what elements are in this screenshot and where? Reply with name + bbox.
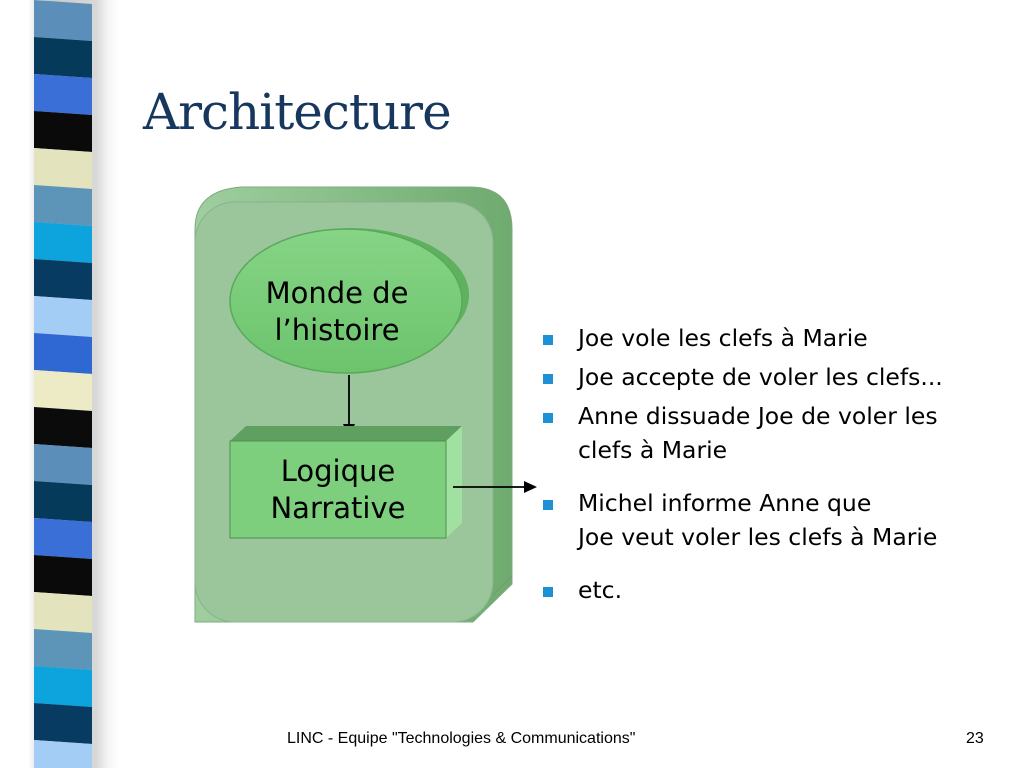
monde-label-line1: Monde de (265, 276, 409, 310)
bullet-item (540, 399, 1024, 467)
slide-footer (0, 730, 1024, 754)
bullet-text: Joe vole les clefs à Marie (578, 324, 868, 352)
bullet-item (540, 486, 1024, 554)
bullet-text-continued: clefs à Marie (578, 436, 728, 464)
page-number: 23 (966, 730, 984, 747)
bullet-text: Anne dissuade Joe de voler les (578, 402, 938, 430)
bullet-item (540, 360, 1024, 394)
bullet-text: etc. (578, 576, 623, 604)
footer-text: LINC - Equipe "Technologies & Communications" (287, 730, 636, 747)
logique-label-line2: Narrative (270, 491, 406, 525)
bullet-text: Michel informe Anne que (578, 489, 872, 517)
monde-label (232, 275, 442, 349)
slide-title: Architecture (143, 83, 451, 141)
bullet-item (540, 321, 1024, 355)
logique-label-line1: Logique (280, 454, 396, 488)
logique-label (230, 453, 446, 527)
monde-label-line2: l’histoire (274, 313, 400, 347)
bullet-text-continued: Joe veut voler les clefs à Marie (578, 523, 938, 551)
bullet-text: Joe accepte de voler les clefs... (578, 363, 943, 391)
bullet-list (540, 321, 1024, 607)
bullet-item (540, 573, 1024, 607)
